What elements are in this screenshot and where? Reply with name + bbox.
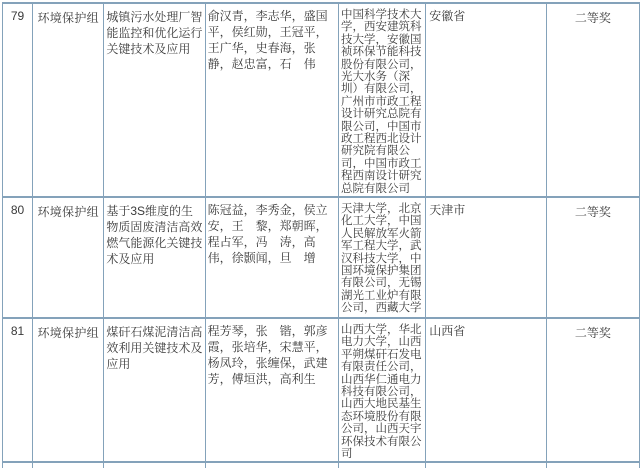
table-row (3, 3, 640, 197)
group-cell: 环境保护组 (33, 318, 104, 462)
project-cell: 基于3S维度的生物质固废清洁高效燃气能源化关键技术及应用 (104, 197, 205, 318)
province-cell: 山西省 (426, 318, 546, 462)
group-cell (33, 462, 104, 468)
orgs-cell: 中国科学技术大学，西安建筑科技大学，安徽国祯环保节能科技股份有限公司，光大水务（深圳）有限公司，广州市市政工程设计研究总院有限公司，中国市政工程西北设计研究院有限公司，中国市政工程西南设计研究总院有限公司 (339, 3, 426, 197)
row-number-cell: 80 (3, 197, 33, 318)
row-number-cell (3, 462, 33, 468)
group-cell: 环境保护组 (33, 197, 104, 318)
table-row (3, 197, 640, 318)
orgs-cell (339, 462, 426, 468)
award-cell: 二等奖 (546, 318, 639, 462)
group-cell: 环境保护组 (33, 3, 104, 197)
province-cell: 安徽省 (426, 3, 546, 197)
project-cell: 城镇污水处理厂智能监控和优化运行关键技术及应用 (104, 3, 205, 197)
people-cell: 陈冠益，李秀金，侯立安，王 黎，郑朝晖，程占军，冯 涛，高 伟，徐颢闻，旦 增 (205, 197, 338, 318)
awards-table (2, 2, 640, 468)
orgs-cell: 天津大学，北京化工大学，中国人民解放军火箭军工程大学，武汉科技大学，中国环境保护集团有限公司，无锡湖光工业炉有限公司，西藏大学 (339, 197, 426, 318)
people-cell: 俞汉青，李志华，盛国平，侯红勋，王冠平，王广华，史春海，张 静，赵忠富，石 伟 (205, 3, 338, 197)
row-number-cell: 81 (3, 318, 33, 462)
orgs-cell: 山西大学，华北电力大学，山西平朔煤矸石发电有限责任公司，山西华仁通电力科技有限公司，山西大地民基生态环境股份有限公司，山西天宇环保技术有限公司 (339, 318, 426, 462)
project-cell: 煤矸石煤泥清洁高效利用关键技术及应用 (104, 318, 205, 462)
row-number-cell: 79 (3, 3, 33, 197)
table-row (3, 318, 640, 462)
people-cell: 程芳琴，张 锴，郭彦霞，张培华，宋慧平，杨凤玲，张缠保，武建芳，傅垣洪，高利生 (205, 318, 338, 462)
award-cell: 二等奖 (546, 3, 639, 197)
award-cell: 二等奖 (546, 197, 639, 318)
people-cell (205, 462, 338, 468)
award-cell (546, 462, 639, 468)
province-cell: 天津市 (426, 197, 546, 318)
province-cell (426, 462, 546, 468)
project-cell (104, 462, 205, 468)
partial-next-row (3, 462, 640, 468)
